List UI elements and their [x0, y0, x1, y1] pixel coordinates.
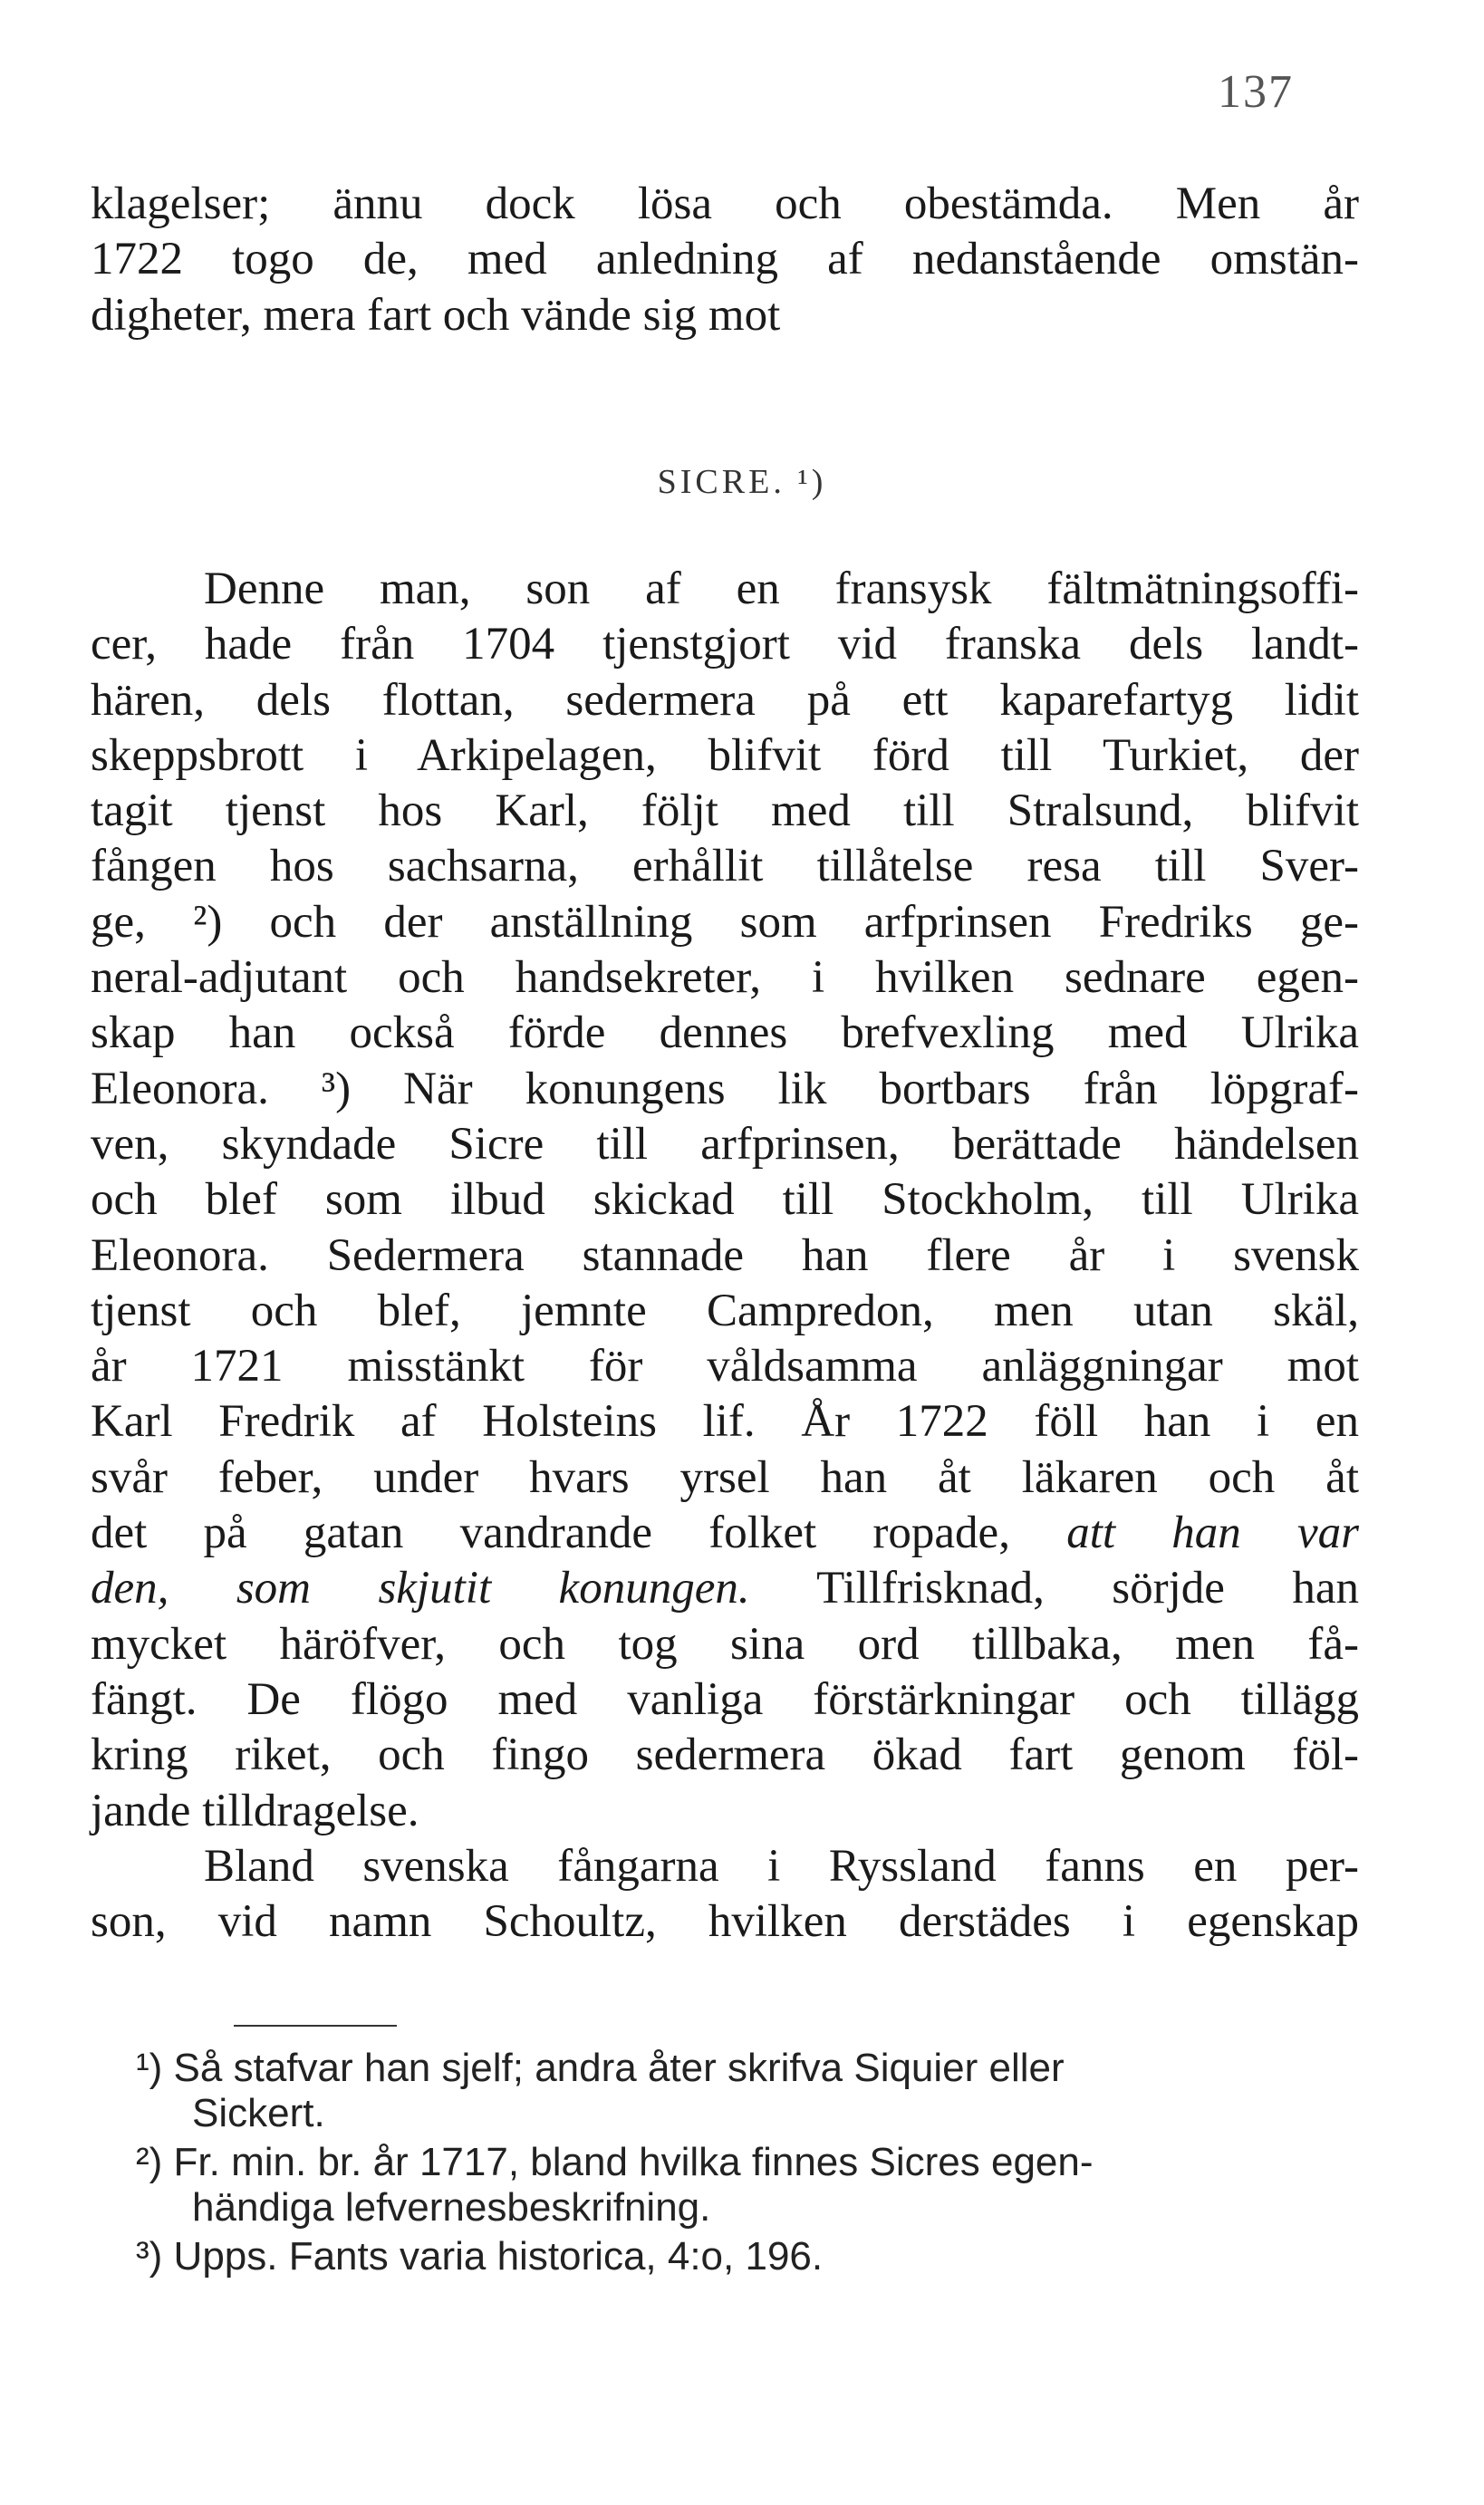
footnote-marker: ¹) — [136, 2046, 163, 2090]
footnote-continuation: Sickert. — [192, 2091, 325, 2135]
text-line: 1722 togo de, med anledning af nedanstående omstän- — [91, 234, 1359, 285]
text-line: jande tilldragelse. — [91, 1785, 419, 1836]
text-line: år 1721 misstänkt för våldsamma anläggningar mot — [91, 1341, 1359, 1392]
text-line: svår feber, under hvars yrsel han åt läkaren och åt — [91, 1451, 1359, 1503]
heading-footnote-marker: ¹) — [797, 463, 827, 501]
italic-quote: den, som skjutit konungen. — [91, 1563, 750, 1614]
footnote-text: Fr. min. br. år 1717, bland hvilka finnes Sicres egen- — [173, 2140, 1094, 2184]
footnote-marker: ²) — [136, 2140, 163, 2184]
text-line: mycket häröfver, och tog sina ord tillbaka, men få- — [91, 1618, 1359, 1670]
footnote-2 — [136, 2140, 1359, 2230]
text-line: cer, hade från 1704 tjenstgjort vid franska dels landt- — [91, 619, 1359, 670]
text-line-mixed — [91, 1506, 1359, 1561]
text-line: ge, ²) och der anställning som arfprinsen Fredriks ge- — [91, 896, 1359, 948]
footnote-text: Upps. Fants varia historica, 4:o, 196. — [173, 2234, 824, 2279]
text-segment: Tillfrisknad, sörjde han — [749, 1563, 1359, 1614]
text-line-mixed — [91, 1561, 1359, 1616]
italic-quote: att han var — [1066, 1508, 1359, 1559]
footnote-text: Så stafvar han sjelf; andra åter skrifva Siquier eller — [173, 2046, 1065, 2090]
text-line: digheter, mera fart och vände sig mot — [91, 289, 781, 341]
footnote-3 — [136, 2234, 1359, 2279]
text-line: ven, skyndade Sicre till arfprinsen, berättade händelsen — [91, 1118, 1359, 1170]
text-line: Eleonora. ³) När konungens lik bortbars från löpgraf- — [91, 1063, 1359, 1114]
section-heading — [0, 462, 1484, 502]
text-line: son, vid namn Schoultz, hvilken derstädes i egenskap — [91, 1896, 1359, 1948]
footnote-line — [136, 2046, 1359, 2091]
text-line: och blef som ilbud skickad till Stockholm, till Ulrika — [91, 1174, 1359, 1226]
text-line: Denne man, son af en fransysk fältmätningsoffi- — [204, 564, 1359, 614]
text-line: klagelser; ännu dock lösa och obestämda. Men år — [91, 178, 1359, 229]
text-line: tjenst och blef, jemnte Campredon, men utan skäl, — [91, 1285, 1359, 1336]
intro-paragraph — [91, 177, 1359, 343]
footnote-divider — [234, 2025, 397, 2027]
footnotes — [136, 2046, 1359, 2283]
text-line: skeppsbrott i Arkipelagen, blifvit förd till Turkiet, der — [91, 729, 1359, 781]
text-line: hären, dels flottan, sedermera på ett kaparefartyg lidit — [91, 674, 1359, 726]
heading-text: SICRE. — [657, 463, 785, 501]
text-line: neral-adjutant och handsekreter, i hvilken sednare egen- — [91, 952, 1359, 1004]
text-line: Karl Fredrik af Holsteins lif. År 1722 föll han i en — [91, 1396, 1359, 1448]
footnote-marker: ³) — [136, 2234, 163, 2279]
text-line: fången hos sachsarna, erhållit tillåtelse resa till Sver- — [91, 841, 1359, 892]
footnote-line — [136, 2234, 1359, 2279]
text-line: fängt. De flögo med vanliga förstärkningar och tillägg — [91, 1673, 1359, 1725]
footnote-1 — [136, 2046, 1359, 2136]
footnote-continuation: händiga lefvernesbeskrifning. — [192, 2185, 711, 2230]
footnote-line — [136, 2140, 1359, 2185]
text-line: Eleonora. Sedermera stannade han flere år i svensk — [91, 1229, 1359, 1281]
text-line: skap han också förde dennes brefvexling med Ulrika — [91, 1007, 1359, 1059]
text-line: kring riket, och fingo sedermera ökad fart genom föl- — [91, 1729, 1359, 1781]
text-segment: det på gatan vandrande folket ropade, — [91, 1508, 1067, 1559]
main-paragraph — [91, 562, 1359, 1950]
text-line: Bland svenska fångarna i Ryssland fanns en per- — [204, 1840, 1359, 1892]
page-number: 137 — [1218, 66, 1294, 118]
text-line: tagit tjenst hos Karl, följt med till Stralsund, blifvit — [91, 785, 1359, 837]
